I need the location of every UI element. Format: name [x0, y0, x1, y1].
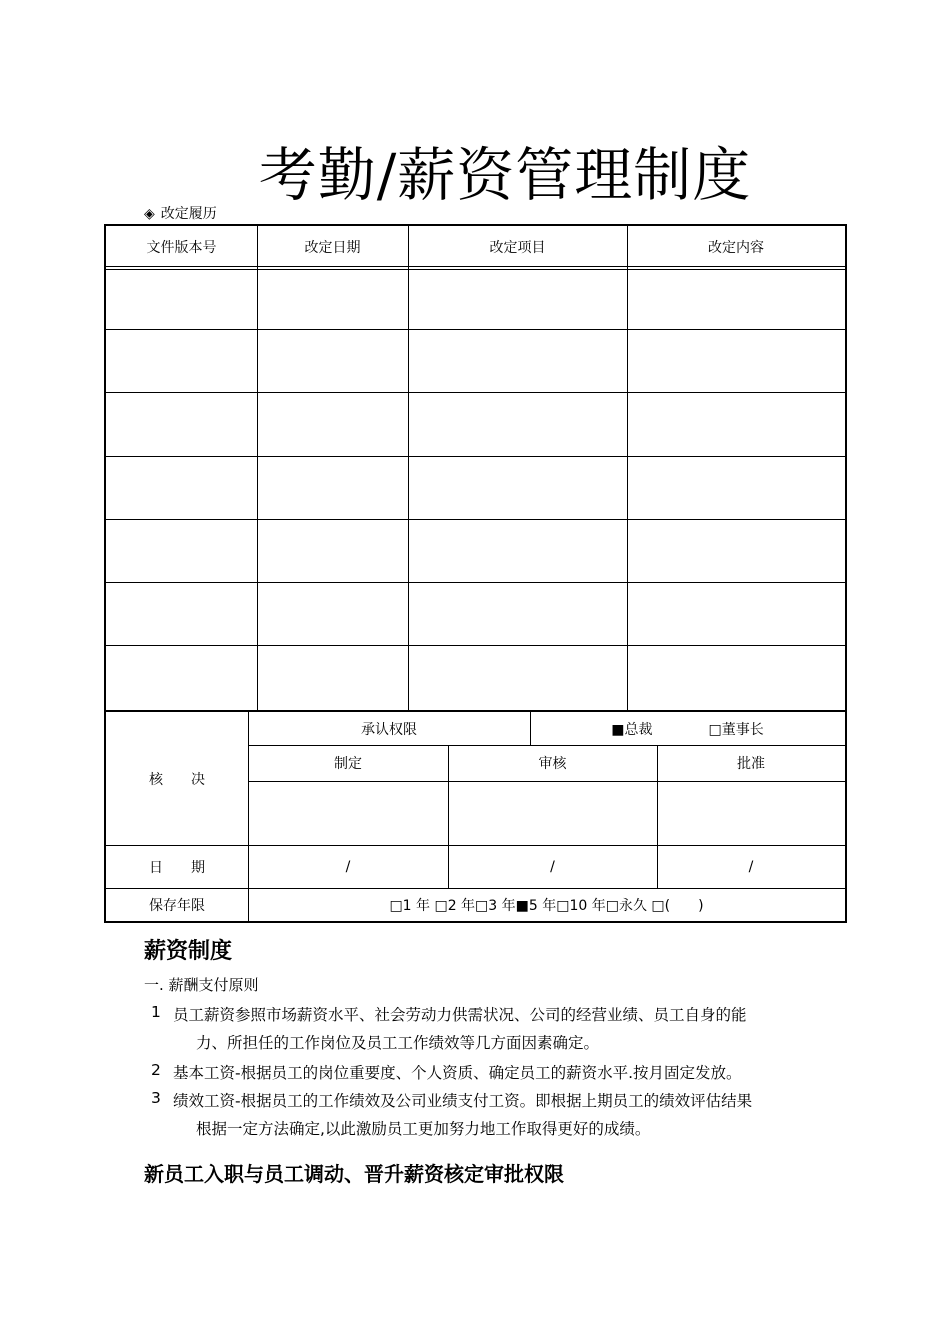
authority-options: ■总裁 □董事长: [611, 721, 764, 738]
col-header-content: 改定内容: [708, 240, 764, 256]
approval-label: 核 决: [149, 771, 205, 788]
role-review: 审核: [538, 756, 567, 772]
table-row-divider: [106, 582, 845, 583]
item-number: 3: [151, 1089, 161, 1107]
approval-table: [104, 710, 847, 923]
retention-label: 保存年限: [149, 897, 205, 914]
document-title: 考勤/薪资管理制度: [258, 141, 752, 209]
item-text-continued: 根据一定方法确定,以此激励员工更加努力地工作取得更好的成绩。: [196, 1120, 651, 1138]
diamond-icon: ◈: [144, 206, 155, 222]
section-heading-salary: 薪资制度: [144, 939, 233, 964]
revision-history-label: [144, 203, 217, 223]
item-text-continued: 力、所担任的工作岗位及员工工作绩效等几方面因素确定。: [196, 1034, 600, 1052]
item-text: 绩效工资-根据员工的工作绩效及公司业绩支付工资。即根据上期员工的绩效评估结果: [173, 1092, 753, 1110]
col-header-version: 文件版本号: [146, 240, 217, 256]
item-text: 员工薪资参照市场薪资水平、社会劳动力供需状况、公司的经营业绩、员工自身的能: [173, 1006, 747, 1024]
date-draft: /: [345, 858, 351, 875]
date-review: /: [550, 858, 555, 875]
retention-options: □1 年 □2 年□3 年■5 年□10 年□永久 □( ): [389, 897, 704, 914]
item-number: 2: [151, 1061, 161, 1079]
col-header-date: 改定日期: [304, 240, 361, 256]
subsection-payment-principle: 一. 薪酬支付原则: [144, 976, 259, 994]
item-number: 1: [151, 1003, 161, 1021]
col-header-item: 改定项目: [489, 240, 546, 256]
revision-table: [104, 224, 847, 712]
date-label: 日 期: [149, 859, 205, 876]
authority-label: 承认权限: [361, 721, 417, 738]
role-approve: 批准: [737, 756, 765, 772]
table-row-divider: [106, 392, 845, 393]
revision-history-text: 改定履历: [160, 206, 217, 222]
item-text: 基本工资-根据员工的岗位重要度、个人资质、确定员工的薪资水平.按月固定发放。: [173, 1064, 742, 1082]
table-row-divider: [106, 645, 845, 646]
table-row-divider: [106, 456, 845, 457]
table-row-divider: [106, 329, 845, 330]
date-approve: /: [748, 858, 754, 875]
role-draft: 制定: [334, 756, 362, 772]
section-heading-approval-authority: 新员工入职与员工调动、晋升薪资核定审批权限: [144, 1162, 564, 1186]
table-row-divider: [106, 519, 845, 520]
